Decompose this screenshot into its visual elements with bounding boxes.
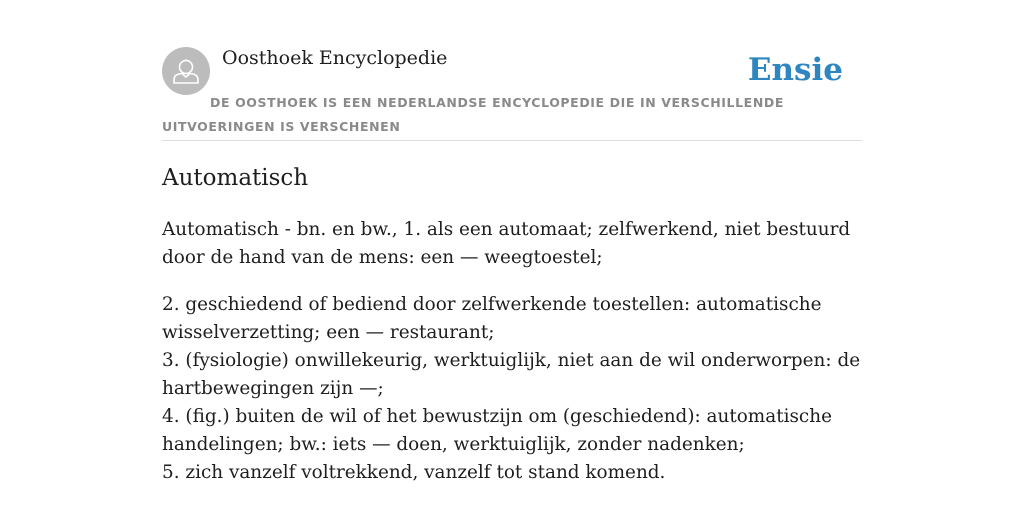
article-body [162, 216, 862, 487]
definition-line: 4. (fig.) buiten de wil of het bewustzijn om (geschiedend): automatische handelingen; bw.: iets — doen, werktuiglijk, zonder nadenken; [162, 406, 832, 455]
avatar[interactable] [162, 47, 210, 95]
header [162, 46, 862, 141]
article-title: Automatisch [162, 165, 309, 191]
definition-line: 3. (fysiologie) onwillekeurig, werktuiglijk, niet aan de wil onderworpen: de hartbewegingen zijn —; [162, 350, 861, 399]
brand-logo[interactable]: Ensie [747, 52, 843, 88]
definition-paragraph: Automatisch - bn. en bw., 1. als een automaat; zelfwerkend, niet bestuurd door de hand van de mens: een — weegtoestel; [162, 219, 851, 268]
definition-line: 2. geschiedend of bediend door zelfwerkende toestellen: automatische wisselverzetting; een — restaurant; [162, 294, 822, 343]
user-icon [162, 47, 210, 95]
site-tagline: DE OOSTHOEK IS EEN NEDERLANDSE ENCYCLOPEDIE DIE IN VERSCHILLENDE UITVOERINGEN IS VERSCHENEN [162, 95, 784, 134]
definition-line: 5. zich vanzelf voltrekkend, vanzelf tot stand komend. [162, 462, 666, 483]
site-name[interactable]: Oosthoek Encyclopedie [222, 47, 448, 69]
